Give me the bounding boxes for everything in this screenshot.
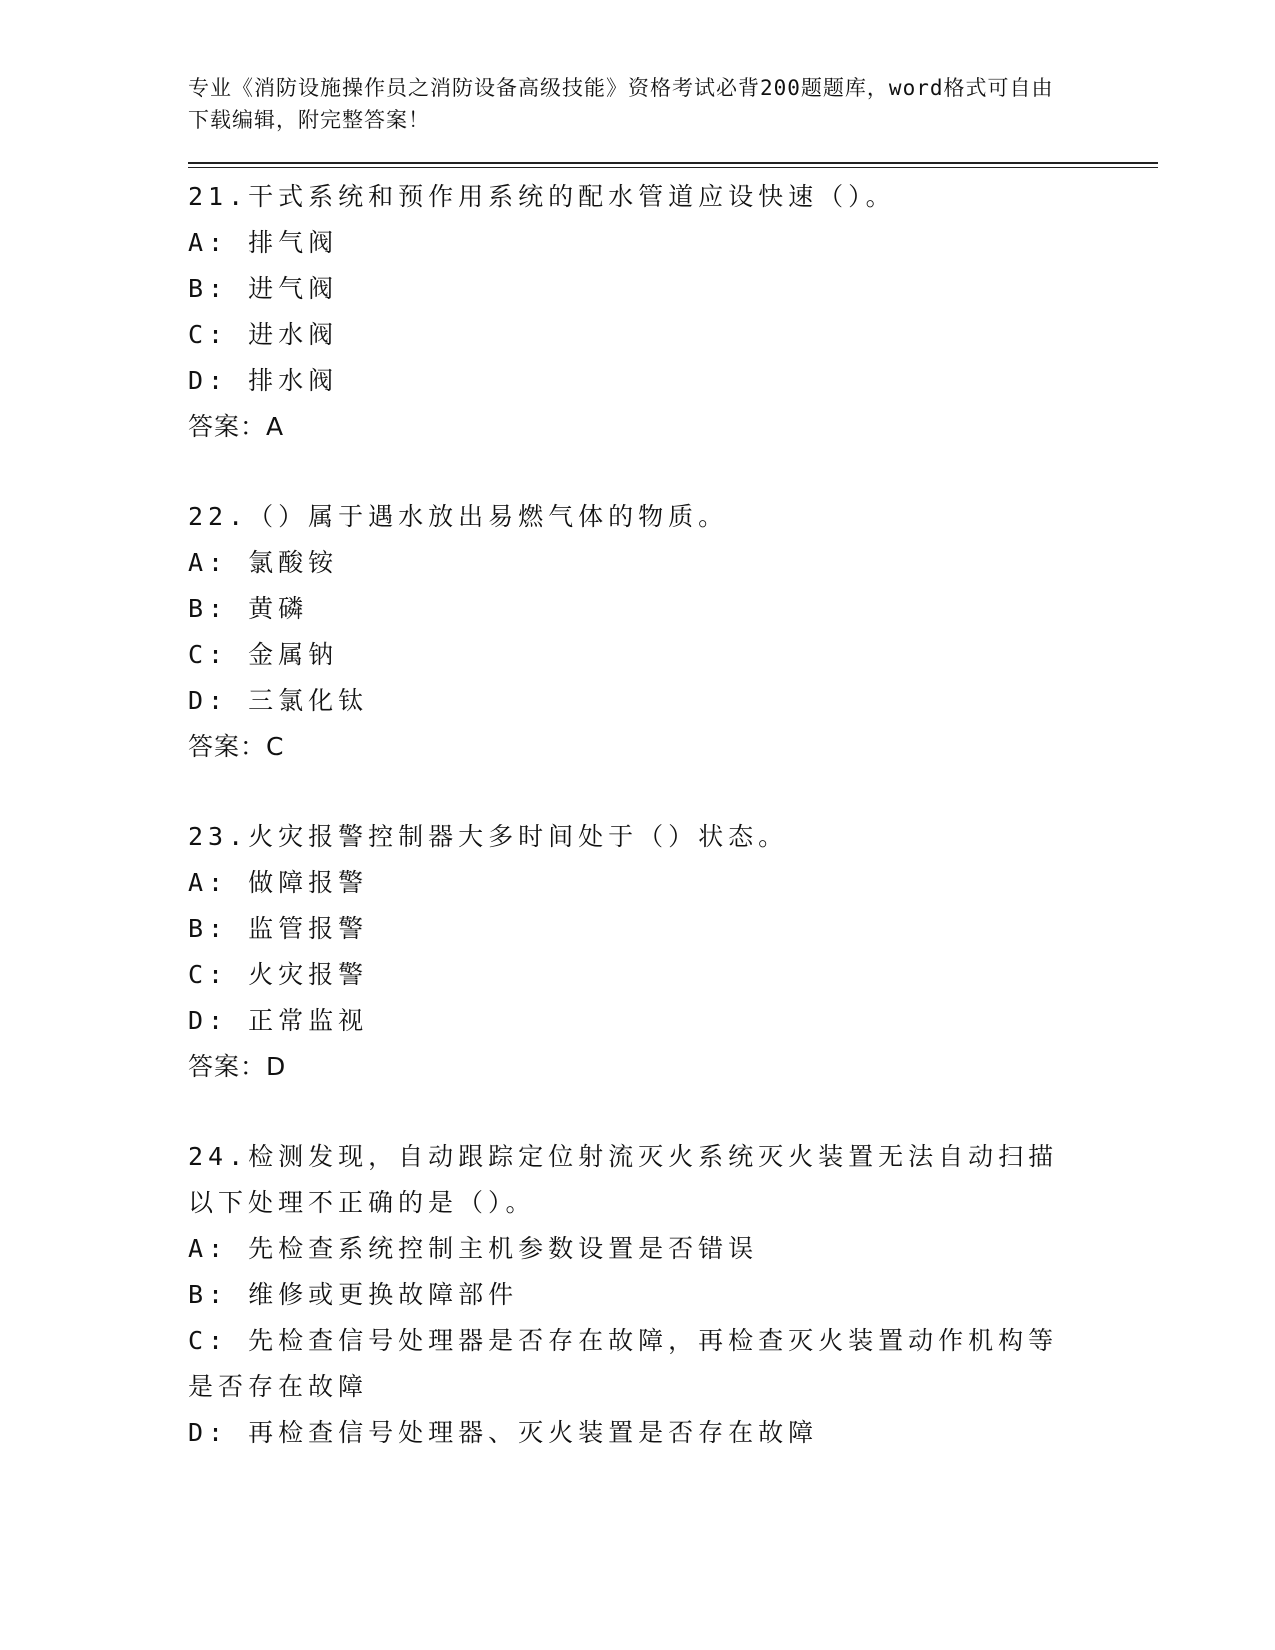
option-a: A: 氯酸铵 — [188, 548, 339, 577]
question-stem: 22.（）属于遇水放出易燃气体的物质。 — [188, 502, 729, 531]
option-d: D: 正常监视 — [188, 1006, 369, 1035]
option-a: A: 先检查系统控制主机参数设置是否错误 — [188, 1234, 759, 1263]
option-d: D: 排水阀 — [188, 366, 339, 395]
option-d: D: 再检查信号处理器、灭火装置是否存在故障 — [188, 1418, 819, 1447]
option-c: C: 火灾报警 — [188, 960, 369, 989]
question-stem: 23.火灾报警控制器大多时间处于（）状态。 — [188, 822, 789, 851]
question-22 — [188, 494, 1158, 770]
option-a: A: 排气阀 — [188, 228, 339, 257]
answer-label: 答案：A — [188, 412, 285, 441]
question-23 — [188, 814, 1158, 1090]
option-b: B: 黄磷 — [188, 594, 309, 623]
option-c: C: 金属钠 — [188, 640, 339, 669]
question-list — [188, 174, 1158, 1456]
option-c: C: 进水阀 — [188, 320, 339, 349]
option-b: B: 进气阀 — [188, 274, 339, 303]
document-page — [188, 72, 1158, 1500]
header-divider-thin — [188, 167, 1158, 168]
option-b: B: 维修或更换故障部件 — [188, 1280, 519, 1309]
option-d: D: 三氯化钛 — [188, 686, 369, 715]
document-header: 专业《消防设施操作员之消防设备高级技能》资格考试必背200题题库，word格式可自由下载编辑，附完整答案！ — [188, 76, 1054, 132]
question-21 — [188, 174, 1158, 450]
option-b: B: 监管报警 — [188, 914, 369, 943]
question-stem: 21.干式系统和预作用系统的配水管道应设快速（）。 — [188, 182, 896, 211]
question-stem: 24.检测发现，自动跟踪定位射流灭火系统灭火装置无法自动扫描以下处理不正确的是（）。 — [188, 1142, 1059, 1217]
question-24 — [188, 1134, 1158, 1456]
header-divider — [188, 162, 1158, 164]
option-c: C: 先检查信号处理器是否存在故障，再检查灭火装置动作机构等是否存在故障 — [188, 1326, 1059, 1401]
answer-label: 答案：D — [188, 1052, 287, 1081]
option-a: A: 做障报警 — [188, 868, 369, 897]
answer-label: 答案：C — [188, 732, 285, 761]
